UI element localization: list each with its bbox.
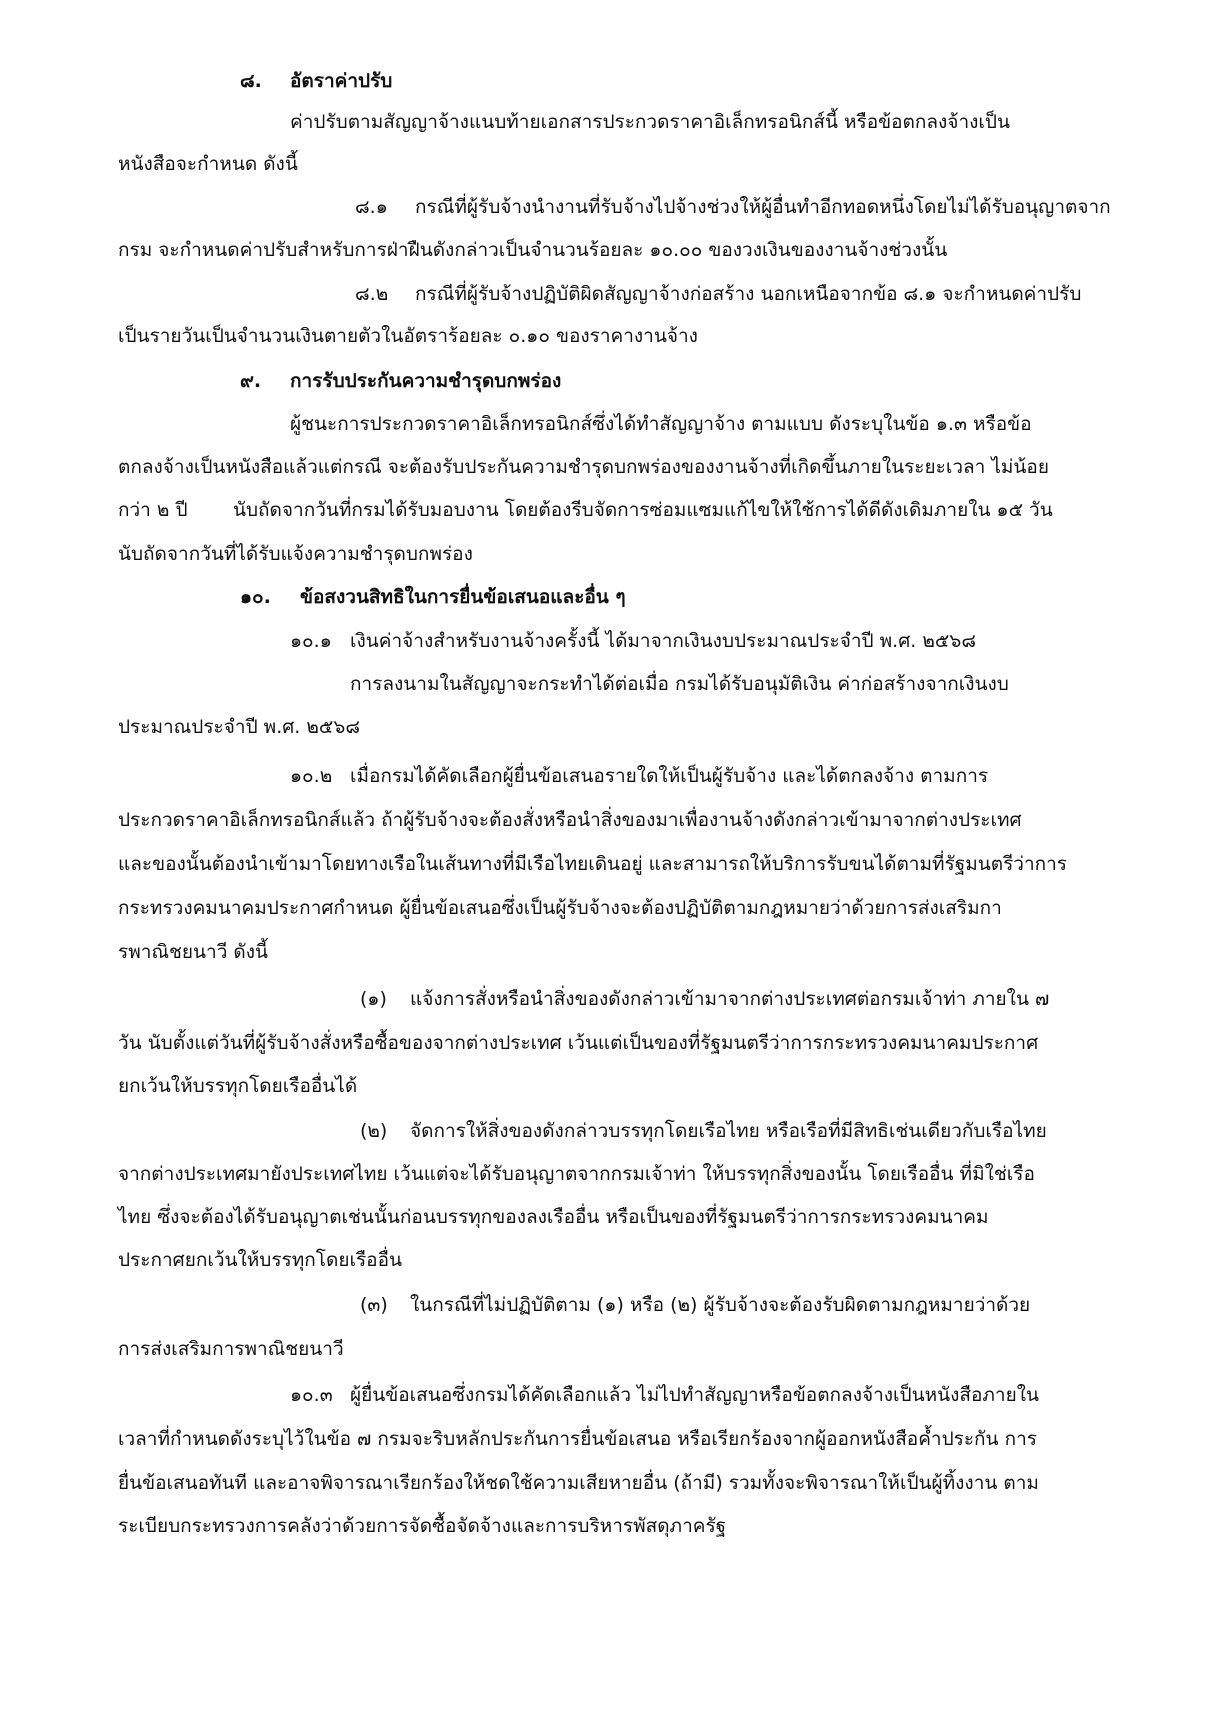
item-2-line-4: ประกาศยกเว้นให้บรรทุกโดยเรืออื่น [118, 1249, 402, 1271]
section-9-line-2: ตกลงจ้างเป็นหนังสือแล้วแต่กรณี จะต้องรับประกันความชำรุดบกพร่องของงานจ้างที่เกิดขึ้นภายในระยะเวลา ไม่น้อย [118, 456, 1049, 478]
item-2-line-2: จากต่างประเทศมายังประเทศไทย เว้นแต่จะได้รับอนุญาตจากกรมเจ้าท่า ให้บรรทุกสิ่งของนั้น โดยเรืออื่น ที่มิใช่เรือ [118, 1163, 1035, 1185]
section-9-line-3-start: กว่า ๒ ปี [118, 499, 188, 521]
section-9-line-3-end: นับถัดจากวันที่กรมได้รับมอบงาน โดยต้องรีบจัดการซ่อมแซมแก้ไขให้ใช้การได้ดีดังเดิมภายใน ๑๕ วัน [233, 499, 1053, 521]
clause-10-1-line-1 [290, 627, 976, 655]
item-1-line-3: ยกเว้นให้บรรทุกโดยเรืออื่นได้ [118, 1075, 358, 1097]
section-10-title: ข้อสงวนสิทธิในการยื่นข้อเสนอและอื่น ๆ [300, 586, 626, 608]
clause-10-3-line-1 [290, 1381, 1039, 1409]
section-9-title: การรับประกันความชำรุดบกพร่อง [290, 370, 562, 392]
item-2-number: (๒) [360, 1120, 388, 1142]
clause-8-2-number: ๘.๒ [355, 283, 389, 305]
clause-8-1-text: กรณีที่ผู้รับจ้างนำงานที่รับจ้างไปจ้างช่วงให้ผู้อื่นทำอีกทอดหนึ่งโดยไม่ได้รับอนุญาตจาก [415, 196, 1111, 218]
clause-10-3-text: ผู้ยื่นข้อเสนอซึ่งกรมได้คัดเลือกแล้ว ไม่ไปทำสัญญาหรือข้อตกลงจ้างเป็นหนังสือภายใน [350, 1384, 1039, 1406]
clause-10-3-number: ๑๐.๓ [290, 1384, 333, 1406]
section-8-heading [240, 67, 392, 95]
item-3-line-2: การส่งเสริมการพาณิชยนาวี [118, 1338, 344, 1360]
section-9-number: ๙. [240, 370, 262, 392]
clause-8-1-line-1 [355, 193, 1111, 221]
section-9-line-4: นับถัดจากวันที่ได้รับแจ้งความชำรุดบกพร่อง [118, 543, 473, 565]
section-9-line-1: ผู้ชนะการประกวดราคาอิเล็กทรอนิกส์ซึ่งได้ทำสัญญาจ้าง ตามแบบ ดังระบุในข้อ ๑.๓ หรือข้อ [290, 413, 1032, 435]
item-3-text: ในกรณีที่ไม่ปฏิบัติตาม (๑) หรือ (๒) ผู้รับจ้างจะต้องรับผิดตามกฎหมายว่าด้วย [410, 1294, 1031, 1316]
clause-10-3-line-3: ยื่นข้อเสนอทันที และอาจพิจารณาเรียกร้องให้ชดใช้ความเสียหายอื่น (ถ้ามี) รวมทั้งจะพิจารณาให้เป็นผู้ทิ้งงาน ตาม [118, 1472, 1039, 1494]
section-10-number: ๑๐. [240, 586, 271, 608]
section-8-number: ๘. [240, 70, 262, 92]
section-9-line-3 [118, 496, 1053, 524]
clause-10-2-line-4: กระทรวงคมนาคมประกาศกำหนด ผู้ยื่นข้อเสนอซึ่งเป็นผู้รับจ้างจะต้องปฏิบัติตามกฎหมายว่าด้วยการส่งเสริมกา [118, 897, 1002, 919]
clause-8-1-line-2: กรม จะกำหนดค่าปรับสำหรับการฝ่าฝืนดังกล่าวเป็นจำนวนร้อยละ ๑๐.๐๐ ของวงเงินของงานจ้างช่วงนั้น [118, 239, 948, 261]
clause-10-2-number: ๑๐.๒ [290, 765, 333, 787]
section-8-title: อัตราค่าปรับ [290, 70, 393, 92]
item-1-line-1 [360, 985, 1049, 1013]
clause-10-1-number: ๑๐.๑ [290, 630, 332, 652]
section-8-para-line-2: หนังสือจะกำหนด ดังนี้ [118, 153, 298, 175]
section-10-heading [240, 583, 626, 611]
clause-8-2-line-1 [355, 280, 1081, 308]
clause-10-2-line-5: รพาณิชยนาวี ดังนี้ [118, 941, 269, 963]
item-3-line-1 [360, 1291, 1030, 1319]
item-2-line-1 [360, 1117, 1047, 1145]
item-2-text: จัดการให้สิ่งของดังกล่าวบรรทุกโดยเรือไทย หรือเรือที่มีสิทธิเช่นเดียวกับเรือไทย [410, 1120, 1047, 1142]
clause-10-2-text: เมื่อกรมได้คัดเลือกผู้ยื่นข้อเสนอรายใดให้เป็นผู้รับจ้าง และได้ตกลงจ้าง ตามการ [350, 765, 989, 787]
clause-10-2-line-3: และของนั้นต้องนำเข้ามาโดยทางเรือในเส้นทางที่มีเรือไทยเดินอยู่ และสามารถให้บริการรับขนได้ตามที่รัฐมนตรีว่าการ [118, 853, 1067, 875]
clause-8-2-line-2: เป็นรายวันเป็นจำนวนเงินตายตัวในอัตราร้อยละ ๐.๑๐ ของราคางานจ้าง [118, 325, 698, 347]
item-1-number: (๑) [360, 988, 387, 1010]
clause-10-3-line-2: เวลาที่กำหนดดังระบุไว้ในข้อ ๗ กรมจะริบหลักประกันการยื่นข้อเสนอ หรือเรียกร้องจากผู้ออกหนังสือค้ำประกัน การ [118, 1428, 1037, 1450]
item-1-line-2: วัน นับตั้งแต่วันที่ผู้รับจ้างสั่งหรือซื้อของจากต่างประเทศ เว้นแต่เป็นของที่รัฐมนตรีว่าการกระทรวงคมนาคมประกาศ [118, 1032, 1039, 1054]
clause-10-1-line-3: ประมาณประจำปี พ.ศ. ๒๕๖๘ [118, 716, 360, 738]
clause-10-1-line-2: การลงนามในสัญญาจะกระทำได้ต่อเมื่อ กรมได้รับอนุมัติเงิน ค่าก่อสร้างจากเงินงบ [350, 673, 1009, 695]
clause-10-2-line-1 [290, 762, 988, 790]
clause-10-1-text: เงินค่าจ้างสำหรับงานจ้างครั้งนี้ ได้มาจากเงินงบประมาณประจำปี พ.ศ. ๒๕๖๘ [350, 630, 976, 652]
item-3-number: (๓) [360, 1294, 388, 1316]
clause-8-2-text: กรณีที่ผู้รับจ้างปฏิบัติผิดสัญญาจ้างก่อสร้าง นอกเหนือจากข้อ ๘.๑ จะกำหนดค่าปรับ [415, 283, 1082, 305]
item-2-line-3: ไทย ซึ่งจะต้องได้รับอนุญาตเช่นนั้นก่อนบรรทุกของลงเรืออื่น หรือเป็นของที่รัฐมนตรีว่าการกระทรวงคมนาคม [118, 1206, 989, 1228]
item-1-text: แจ้งการสั่งหรือนำสิ่งของดังกล่าวเข้ามาจากต่างประเทศต่อกรมเจ้าท่า ภายใน ๗ [410, 988, 1050, 1010]
section-8-para-line-1: ค่าปรับตามสัญญาจ้างแนบท้ายเอกสารประกวดราคาอิเล็กทรอนิกส์นี้ หรือข้อตกลงจ้างเป็น [290, 111, 1010, 133]
clause-10-3-line-4: ระเบียบกระทรวงการคลังว่าด้วยการจัดซื้อจัดจ้างและการบริหารพัสดุภาครัฐ [118, 1515, 727, 1537]
clause-8-1-number: ๘.๑ [355, 196, 388, 218]
clause-10-2-line-2: ประกวดราคาอิเล็กทรอนิกส์แล้ว ถ้าผู้รับจ้างจะต้องสั่งหรือนำสิ่งของมาเพื่องานจ้างดังกล่าวเข้ามาจากต่างประเทศ [118, 809, 1022, 831]
section-9-heading [240, 367, 561, 395]
